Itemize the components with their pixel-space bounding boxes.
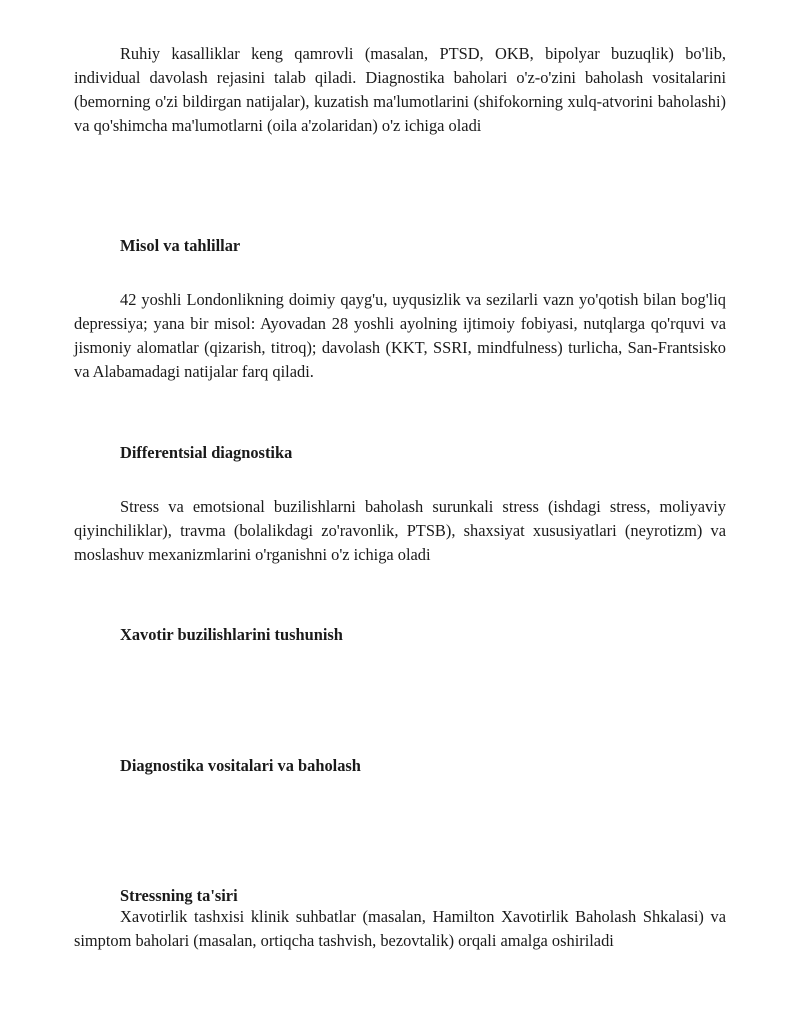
heading-diagnostic-tools: Diagnostika vositalari va baholash <box>120 756 361 775</box>
paragraph-intro: Ruhiy kasalliklar keng qamrovli (masalan, PTSD, OKB, bipolyar buzuqlik) bo'lib, individual davolash rejasini talab qiladi. Diagnostika baholari o'z-o'zini baholash vositalarini (bemorning o'zi bildirgan natijalar), kuzatish ma'lumotlarini (shifokorning xulq-atvorini baholashi) va qo'shimcha ma'lumotlarni (oila a'zolaridan) o'z ichiga oladi <box>74 44 726 135</box>
paragraph-examples: 42 yoshli Londonlikning doimiy qayg'u, uyqusizlik va sezilarli vazn yo'qotish bilan bog'liq depressiya; yana bir misol: Ayovadan 28 yoshli ayolning ijtimoiy fobiyasi, nutqlarga qo'rquvi va jismoniy alomatlar (qizarish, titroq); davolash (KKT, SSRI, mindfulness) turlicha, San-Frantsisko va Alabamadagi natijalar farq qiladi. <box>74 290 726 381</box>
heading-examples: Misol va tahlillar <box>120 236 241 255</box>
heading-stress-impact: Stressning ta'siri <box>120 886 238 905</box>
heading-differential-diagnostics: Differentsial diagnostika <box>120 443 293 462</box>
paragraph-stress: Xavotirlik tashxisi klinik suhbatlar (masalan, Hamilton Xavotirlik Baholash Shkalasi) va simptom baholari (masalan, ortiqcha tashvish, bezovtalik) orqali amalga oshiriladi <box>74 907 726 950</box>
paragraph-differential: Stress va emotsional buzilishlarni baholash surunkali stress (ishdagi stress, moliyaviy qiyinchiliklar), travma (bolalikdagi zo'ravonlik, PTSB), shaxsiyat xususiyatlari (neyrotizm) va moslashuv mexanizmlarini o'rganishni o'z ichiga oladi <box>74 497 726 564</box>
heading-anxiety-disorders: Xavotir buzilishlarini tushunish <box>120 625 343 644</box>
